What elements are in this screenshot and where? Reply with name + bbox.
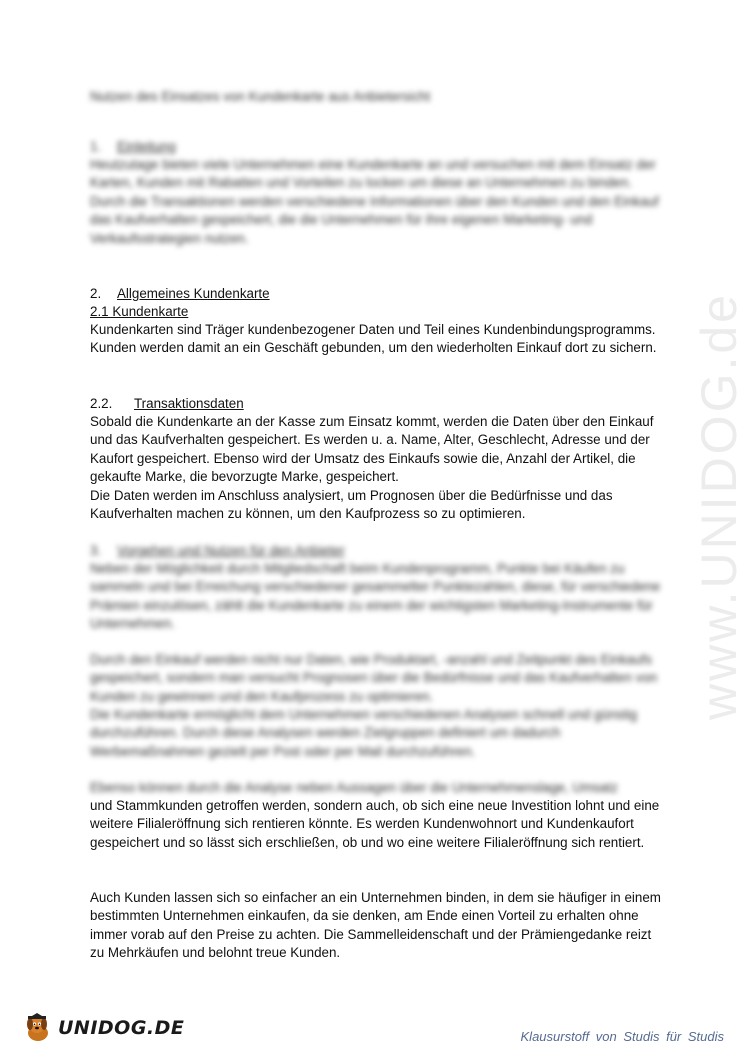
section-2-1-title: 2.1 Kundenkarte xyxy=(90,304,189,319)
unidog-logo xyxy=(22,1012,184,1044)
section-2-title: Allgemeines Kundenkarte xyxy=(117,286,270,301)
section-2-2-number: 2.2. xyxy=(90,396,113,411)
section-3-text-4: und Stammkunden getroffen werden, sondern auch, ob sich eine neue Investition lohnt und eine weitere Filialeröffnung sich rentieren könnte. Es werden Kundenwohnort und Kundenkaufort gespeichert und so lässt sich erschließen, ob und wo eine weitere Filialeröffnung sich rentiert. xyxy=(90,798,660,850)
section-2-1-text: Kundenkarten sind Träger kundenbezogener Daten und Teil eines Kundenbindungsprogramms. Kunden werden damit an ein Geschäft gebunden, um den wiederholten Einkauf dort zu sichern. xyxy=(90,322,657,356)
watermark: www.UNIDOG.de xyxy=(691,292,747,720)
section-3-title: Vorgehen und Nutzen für den Anbieter xyxy=(117,543,345,558)
logo-text: UNIDOG.DE xyxy=(58,1017,185,1039)
section-1-number: 1. xyxy=(90,139,102,154)
section-1-heading xyxy=(90,138,176,156)
section-2-2-text-1: Sobald die Kundenkarte an der Kasse zum Einsatz kommt, werden die Daten über den Einkauf und das Kaufverhalten gespeichert. Es werden u. a. Name, Alter, Geschlecht, Adresse und der Kaufort gespeichert. Ebenso wird der Umsatz des Einkaufs sowie die, Anzahl der Artikel, die gekaufte Marke, die bevorzugte Marke, gespeichert. xyxy=(90,414,654,485)
footer-tagline: Klausurstoff von Studis für Studis xyxy=(520,1029,724,1044)
section-1-text: Heutzutage bieten viele Unternehmen eine Kundenkarte an und versuchen mit dem Einsatz der Karten, Kunden mit Rabatten und Vorteilen zu locken um diese an Unternehmen zu binden. Durch die Transaktionen werden verschiedene Informationen über den Kunden und den Einkauf das Kaufverhalten gespeichert, die die Unternehmen für ihre eigenen Marketing- und Verkaufsstrategien nutzen. xyxy=(90,157,659,246)
section-3-text-3: Die Kundenkarte ermöglicht dem Unternehmen verschiedenen Analysen schnell und günstig durchzuführen. Durch diese Analysen werden Zielgruppen definiert um dadurch Werbemaßnahmen gezielt per Post oder per Mail durchzuführen. xyxy=(90,707,638,759)
section-3-heading xyxy=(90,542,345,560)
section-2-heading xyxy=(90,285,270,303)
section-3-text-4-blurred: Ebenso können durch die Analyse neben Aussagen über die Unternehmenslage, Umsatz xyxy=(90,780,618,795)
section-2-2-text-2: Die Daten werden im Anschluss analysiert, um Prognosen über die Bedürfnisse und das Kaufverhalten machen zu können, um den Kaufprozess so zu optimieren. xyxy=(90,488,613,522)
dog-icon xyxy=(22,1012,54,1044)
section-2-number: 2. xyxy=(90,286,102,301)
section-2-2-heading xyxy=(90,395,244,413)
section-3-text-2: Durch den Einkauf werden nicht nur Daten, wie Produktart, -anzahl und Zeitpunkt des Einkaufs gespeichert, sondern man versucht Prognosen über die Bedürfnisse und das Kaufverhalten von Kunden zu gewinnen und den Kaufprozess zu optimieren. xyxy=(90,652,658,704)
document-title: Nutzen des Einsatzes von Kundenkarte aus Anbietersicht xyxy=(90,89,431,104)
section-3-text-1: Neben der Möglichkeit durch Mitgliedschaft beim Kundenprogramm, Punkte bei Käufen zu sammeln und bei Erreichung verschiedener gesammelter Punktezahlen, diese, für verschiedene Prämien einzulösen, zählt die Kundenkarte zu einem der wichtigsten Marketing-Instrumente für Unternehmen. xyxy=(90,561,661,632)
section-3-number: 3. xyxy=(90,543,102,558)
section-1-title: Einleitung xyxy=(117,139,176,154)
section-3-text-5: Auch Kunden lassen sich so einfacher an ein Unternehmen binden, in dem sie häufiger in einem bestimmten Unternehmen einkaufen, da sie denken, am Ende einen Vorteil zu erhalten ohne immer vorab auf den Preise zu achten. Die Sammelleidenschaft und der Prämiengedanke reizt zu Mehrkäufen und belohnt treue Kunden. xyxy=(90,890,661,961)
section-2-2-title: Transaktionsdaten xyxy=(134,396,244,411)
